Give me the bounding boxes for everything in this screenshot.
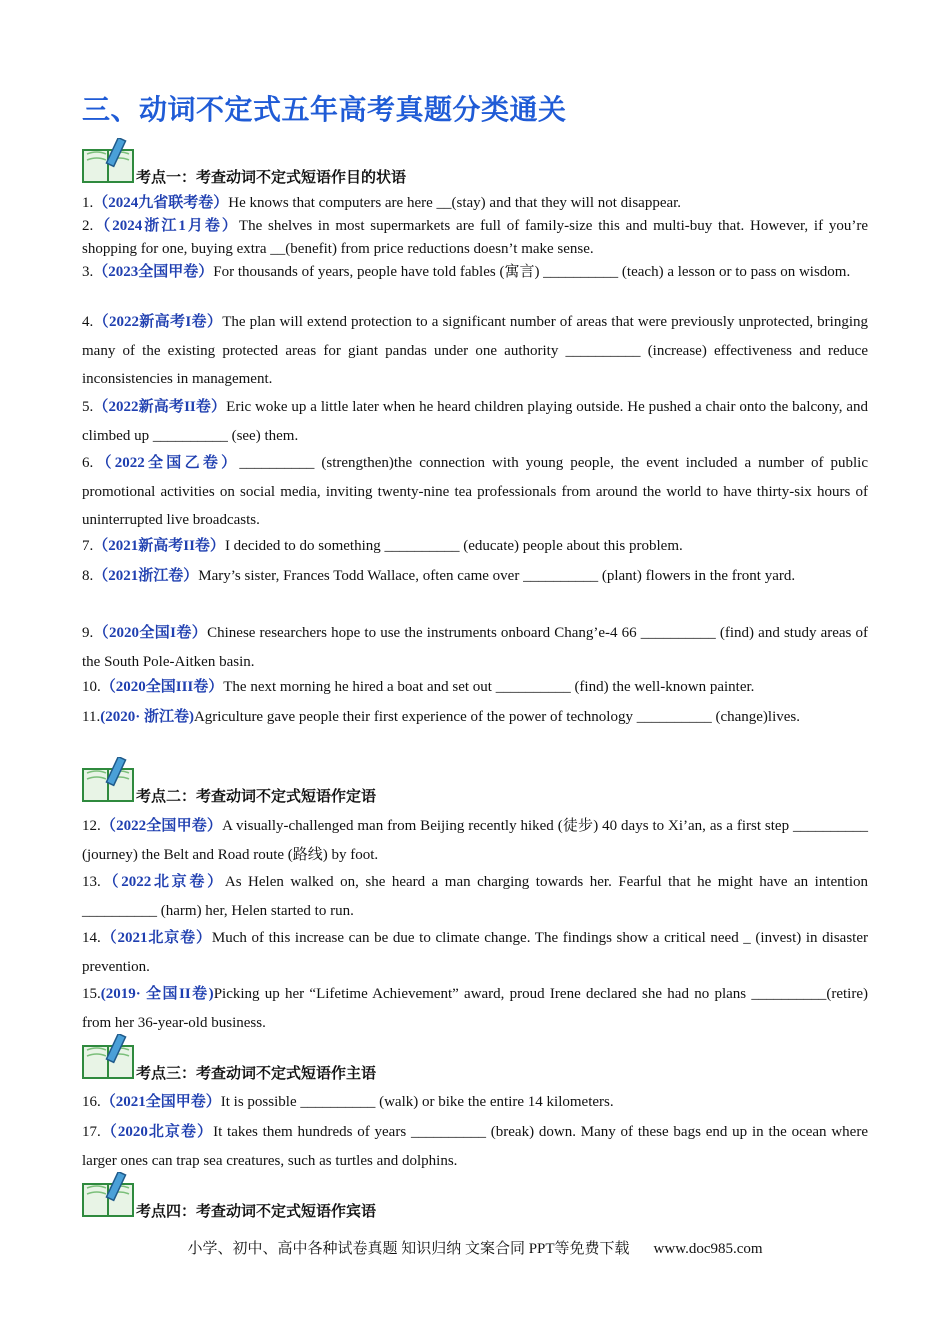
question-item: 3.（2023全国甲卷）For thousands of years, people have told fables (寓言) __________ (teach) a lesson or to pass on wisdom. [82, 264, 851, 280]
question-item: 12.（2022全国甲卷）A visually-challenged man from Beijing recently hiked (徒步) 40 days to Xi’an, as a first step __________ (journey) the Belt and Road route (路线) by foot. [82, 818, 868, 863]
footer-url: www.doc985.com [653, 1241, 763, 1257]
section-header [82, 1172, 872, 1218]
question-item: 5.（2022新高考II卷）Eric woke up a little later when he heard children playing outside. He pushed a chair onto the balcony, and climbed up __________ (see) them. [82, 399, 868, 444]
question-item: 7.（2021新高考II卷）I decided to do something __________ (educate) people about this problem. [82, 538, 683, 554]
section-label: 考点四：考查动词不定式短语作宾语 [136, 1202, 377, 1220]
question-item: 14.（2021北京卷）Much of this increase can be due to climate change. The findings show a critical need _ (invest) in disaster prevention. [82, 930, 868, 975]
section-header [82, 1034, 872, 1080]
question-item: 11.(2020· 浙江卷)Agriculture gave people their first experience of the power of technology __________ (change)lives. [82, 709, 800, 725]
page-title: 三、动词不定式五年高考真题分类通关 [82, 93, 567, 126]
question-item: 2.（2024浙江1月卷）The shelves in most supermarkets are full of family-size this and multi-buy that. However, if you’re shopping for one, buying extra __(benefit) from price reductions doesn’t make sense. [82, 218, 868, 257]
section-label: 考点一：考查动词不定式短语作目的状语 [136, 168, 407, 186]
section-label: 考点三：考查动词不定式短语作主语 [136, 1064, 377, 1082]
question-item: 13.（2022北京卷）As Helen walked on, she heard a man charging towards her. Fearful that he might have an intention __________ (harm) her, Helen started to run. [82, 874, 868, 919]
book-pencil-icon [82, 138, 138, 184]
book-pencil-icon [82, 1172, 138, 1218]
section-header [82, 138, 872, 184]
question-item: 9.（2020全国I卷）Chinese researchers hope to use the instruments onboard Chang’e-4 66 __________ (find) and study areas of the South Pole-Aitken basin. [82, 625, 869, 670]
question-item: 10.（2020全国III卷）The next morning he hired a boat and set out __________ (find) the well-known painter. [82, 679, 755, 695]
question-item: 6.（2022全国乙卷）__________ (strengthen)the connection with young people, the event included a number of public promotional activities on social media, inviting twenty-nine tea professionals from around the world to have thirty-six hours of uninterrupted live broadcasts. [82, 455, 868, 528]
question-item: 4.（2022新高考I卷）The plan will extend protection to a significant number of areas that were previously unprotected, bringing many of the existing protected areas for giant pandas under one authority __________ (increase) effectiveness and reduce inconsistencies in management. [82, 314, 869, 387]
question-item: 1.（2024九省联考卷）He knows that computers are here __(stay) and that they will not disappear. [82, 195, 682, 211]
question-item: 15.(2019· 全国II卷)Picking up her “Lifetime Achievement” award, proud Irene declared she had no plans __________(retire) from her 36-year-old business. [82, 986, 868, 1031]
book-pencil-icon [82, 1034, 138, 1080]
book-pencil-icon [82, 757, 138, 803]
page-footer [0, 1237, 950, 1258]
section-header [82, 757, 872, 803]
section-label: 考点二：考查动词不定式短语作定语 [136, 787, 377, 805]
question-item: 17.（2020北京卷）It takes them hundreds of years __________ (break) down. Many of these bags end up in the ocean where larger ones can trap sea creatures, such as turtles and dolphins. [82, 1124, 868, 1169]
footer-text: 小学、初中、高中各种试卷真题 知识归纳 文案合同 PPT等免费下载 [187, 1241, 630, 1257]
question-item: 16.（2021全国甲卷）It is possible __________ (walk) or bike the entire 14 kilometers. [82, 1094, 614, 1110]
question-item: 8.（2021浙江卷）Mary’s sister, Frances Todd Wallace, often came over __________ (plant) flowers in the front yard. [82, 568, 796, 584]
